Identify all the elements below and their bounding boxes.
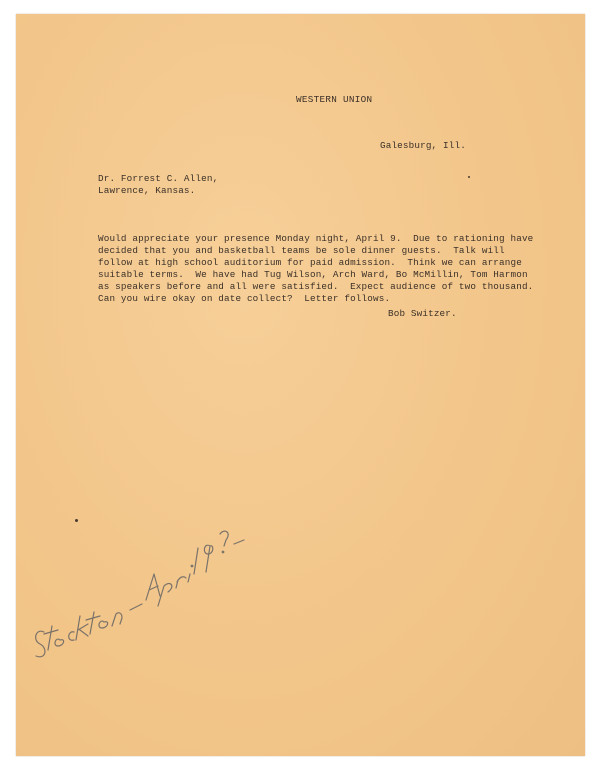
letter-body-line: Would appreciate your presence Monday night, April 9. Due to rationing have [98, 233, 534, 244]
letter-body-line: as speakers before and all were satisfied. Expect audience of two thousand. [98, 281, 534, 292]
letter-body-line: decided that you and basketball teams be sole dinner guests. Talk will [98, 245, 505, 256]
sender-location: Galesburg, Ill. [380, 140, 466, 151]
recipient-city: Lawrence, Kansas. [98, 185, 196, 196]
recipient-name: Dr. Forrest C. Allen, [98, 173, 219, 184]
letter-heading: WESTERN UNION [296, 94, 373, 105]
letter-body-line: follow at high school auditorium for paid admission. Think we can arrange [98, 257, 522, 268]
signature: Bob Switzer. [388, 308, 457, 319]
letter-body-line: suitable terms. We have had Tug Wilson, Arch Ward, Bo McMillin, Tom Harmon [98, 269, 528, 280]
letter-body-line: Can you wire okay on date collect? Letter follows. [98, 293, 391, 304]
